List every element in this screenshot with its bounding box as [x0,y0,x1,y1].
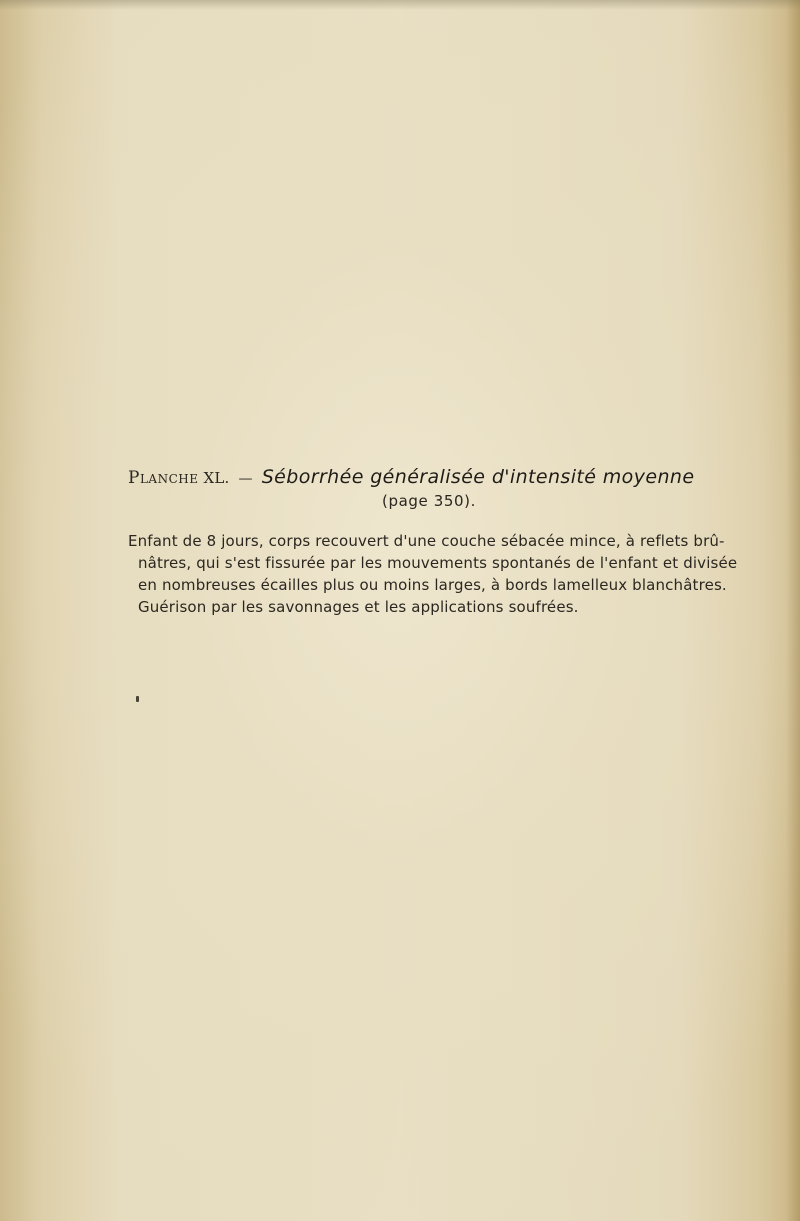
plate-title: Séborrhée généralisée d'intensité moyenne [261,466,695,488]
description-line: Guérison par les savonnages et les applications soufrées. [138,598,579,616]
plate-label: Planche [128,468,199,488]
page-right-shadow [786,0,800,1221]
description-line: nâtres, qui s'est fissurée par les mouvements spontanés de l'enfant et divisée [138,554,738,572]
description-line: Enfant de 8 jours, corps recouvert d'une couche sébacée mince, à reflets brû- [128,532,725,550]
heading-dash: — [238,471,253,487]
description-line: en nombreuses écailles plus ou moins larges, à bords lamelleux blanchâtres. [138,576,727,594]
page-top-shadow [0,0,800,10]
page-reference: (page 350). [382,492,476,510]
plate-caption [128,466,738,618]
caption-heading [128,466,718,488]
plate-number: XL. [203,469,230,487]
caption-description [128,530,738,618]
ink-speck [136,696,139,702]
